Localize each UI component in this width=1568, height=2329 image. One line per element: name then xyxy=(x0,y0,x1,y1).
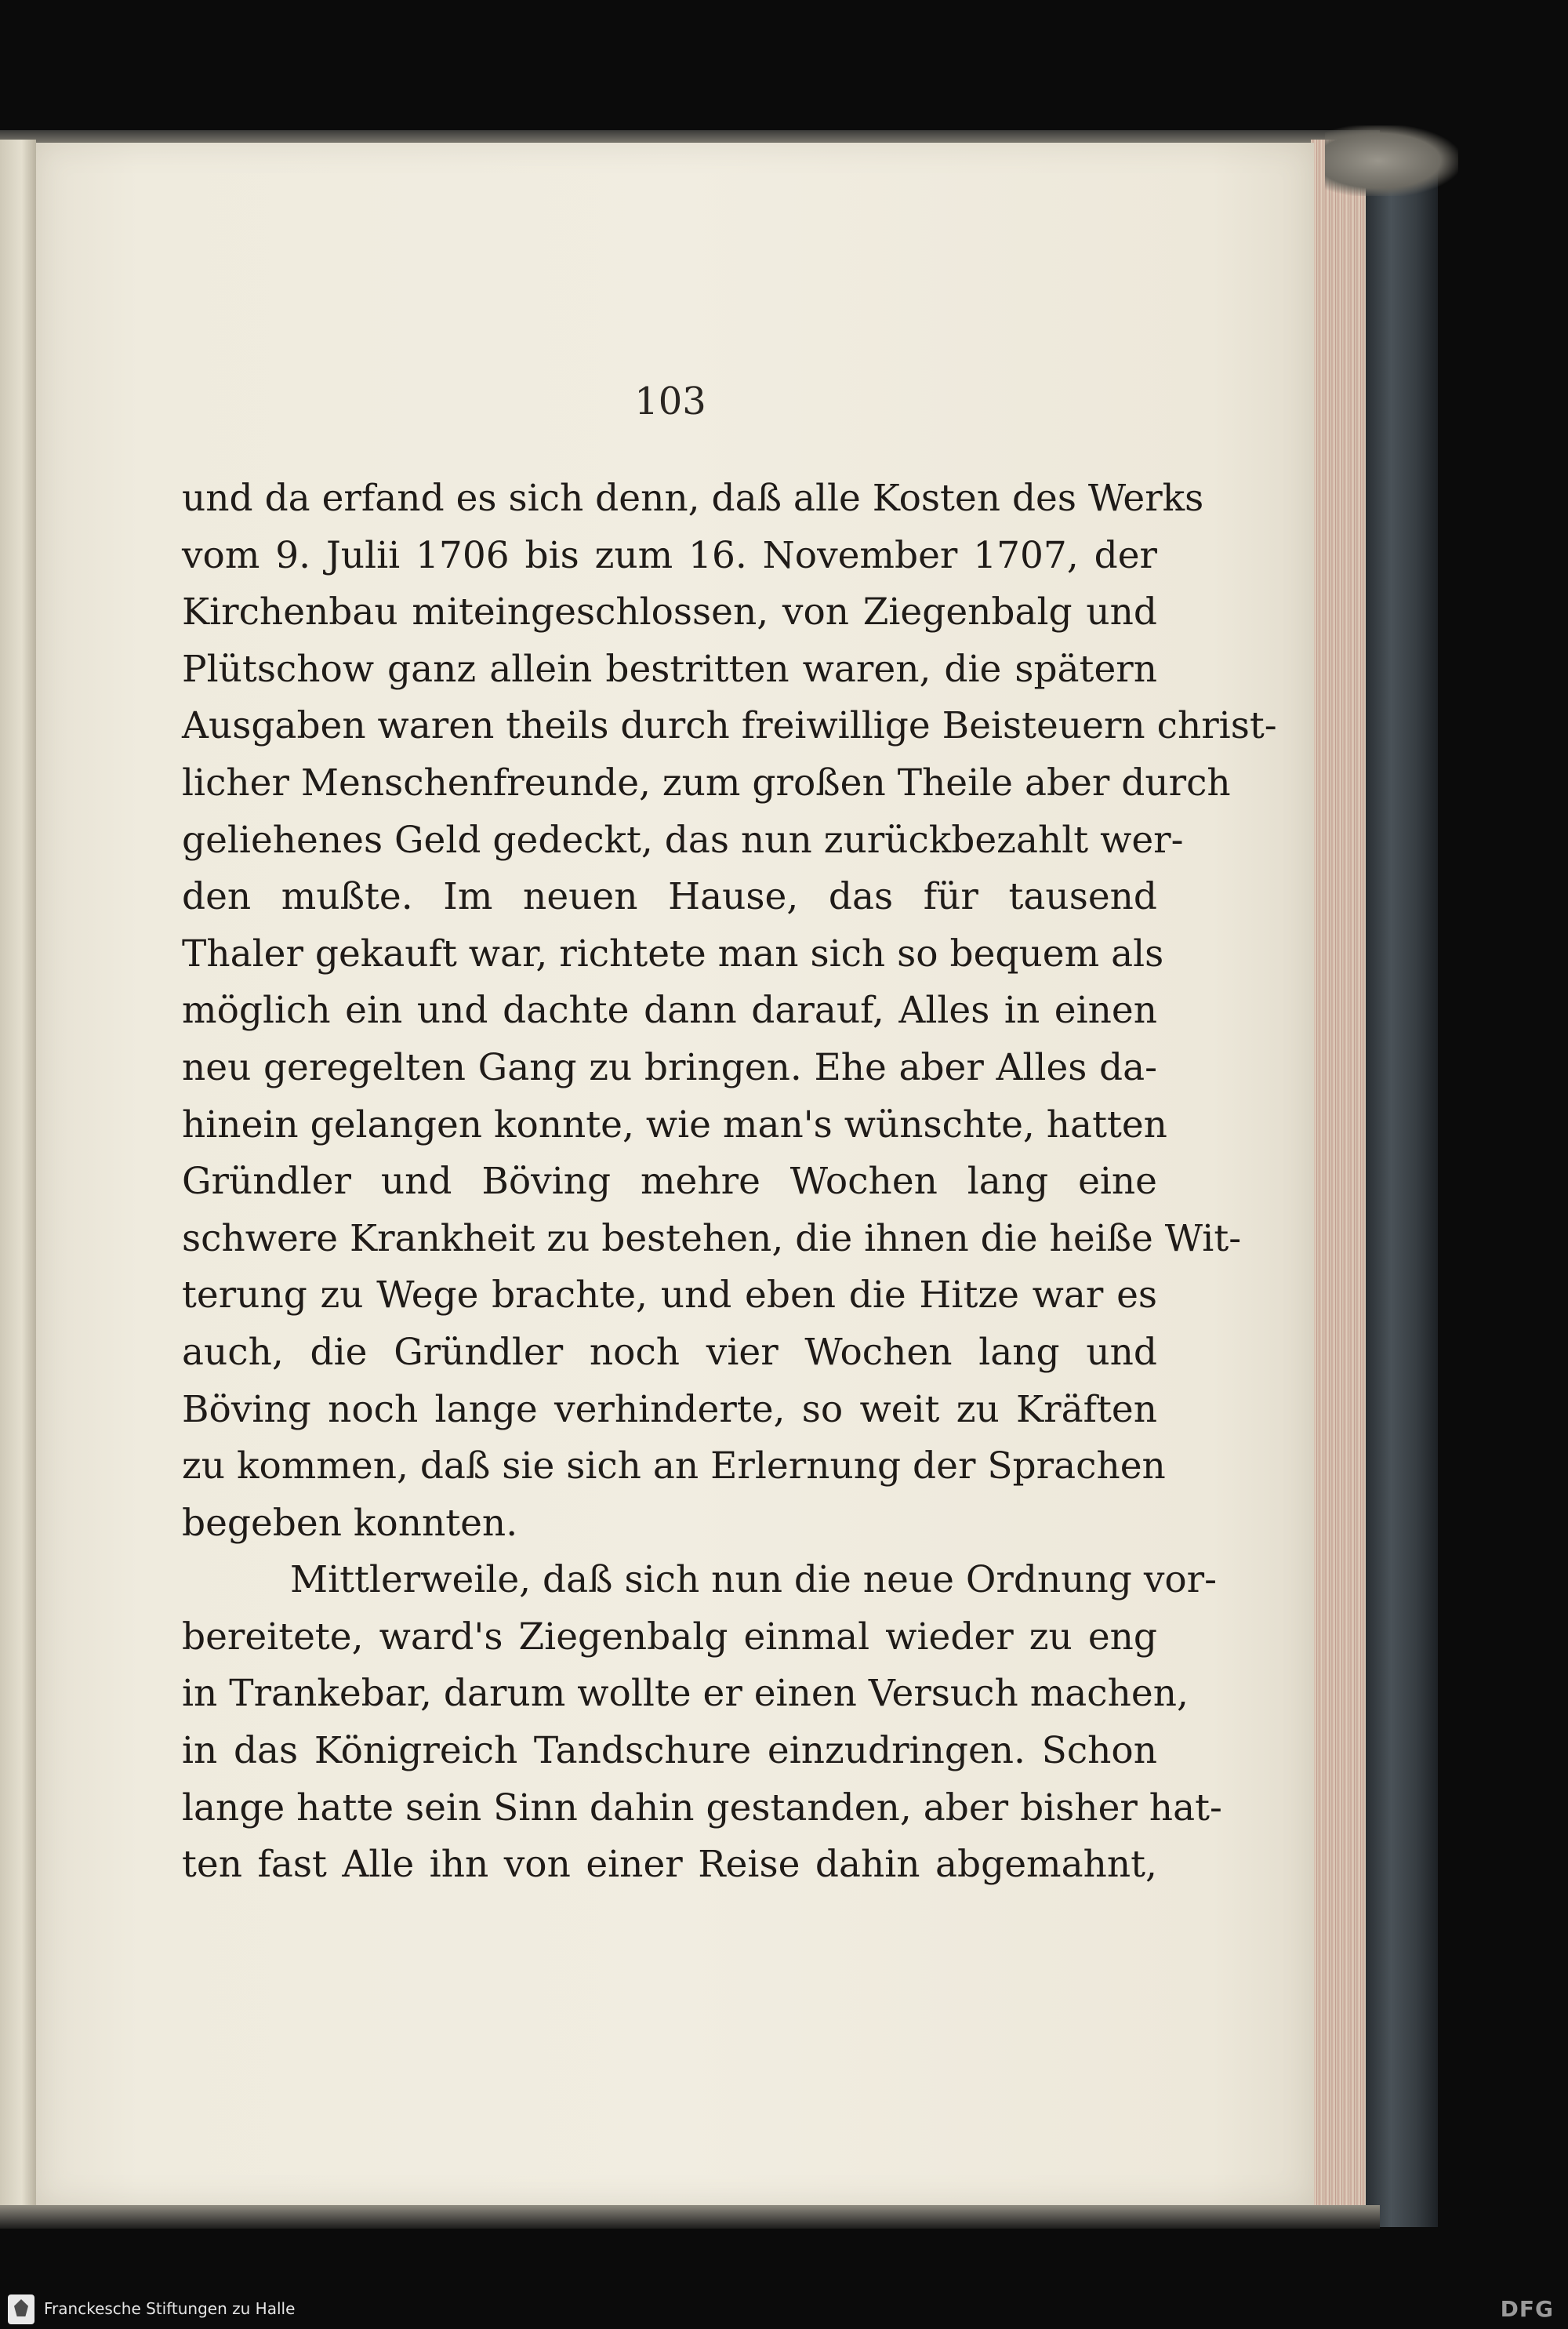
institution-name: Franckesche Stiftungen zu Halle xyxy=(44,2299,296,2318)
text-line: auch, die Gründler noch vier Wochen lang und xyxy=(182,1330,1157,1374)
text-line: neu geregelten Gang zu bringen. Ehe aber Alles da- xyxy=(182,1045,1157,1089)
text-line: und da erfand es sich denn, daß alle Kosten des Werks xyxy=(182,477,1204,520)
text-line: Plütschow ganz allein bestritten waren, die spätern xyxy=(182,647,1157,691)
book-bottom-edge xyxy=(0,2205,1380,2229)
dfg-badge: DFG xyxy=(1500,2296,1554,2322)
text-line: geliehenes Geld gedeckt, das nun zurückbezahlt wer- xyxy=(182,818,1184,862)
book-page-edges xyxy=(1311,140,1368,2211)
text-line: Ausgaben waren theils durch freiwillige Beisteuern christ- xyxy=(182,704,1277,748)
text-line: licher Menschenfreunde, zum großen Theile aber durch xyxy=(182,761,1231,805)
text-line: schwere Krankheit zu bestehen, die ihnen die heiße Wit- xyxy=(182,1216,1242,1260)
text-line: Thaler gekauft war, richtete man sich so bequem als xyxy=(182,932,1164,976)
text-line: zu kommen, daß sie sich an Erlernung der Sprachen xyxy=(182,1444,1166,1488)
page-text xyxy=(182,471,1277,1894)
cover-corner-wear xyxy=(1325,125,1458,196)
text-line: hinein gelangen konnte, wie man's wünschte, hatten xyxy=(182,1103,1167,1146)
text-line: in Trankebar, darum wollte er einen Versuch machen, xyxy=(182,1672,1189,1716)
text-line: in das Königreich Tandschure einzudringen. Schon xyxy=(182,1729,1157,1773)
text-line: möglich ein und dachte dann darauf, Alles in einen xyxy=(182,989,1157,1033)
text-line: begeben konnten. xyxy=(182,1501,518,1545)
viewer-footer xyxy=(0,2290,1568,2329)
page-number: 103 xyxy=(634,380,706,423)
text-line: ten fast Alle ihn von einer Reise dahin abgemahnt, xyxy=(182,1843,1157,1887)
text-line: Gründler und Böving mehre Wochen lang eine xyxy=(182,1160,1157,1204)
text-line: Mittlerweile, daß sich nun die neue Ordnung vor- xyxy=(290,1558,1218,1602)
book-back-cover xyxy=(1366,157,1438,2227)
text-line: Kirchenbau miteingeschlossen, von Ziegenbalg und xyxy=(182,590,1157,634)
institution-logo-icon xyxy=(8,2294,34,2324)
book-left-cover xyxy=(0,140,36,2210)
text-line: lange hatte sein Sinn dahin gestanden, aber bisher hat- xyxy=(182,1786,1222,1829)
text-line: terung zu Wege brachte, und eben die Hitze war es xyxy=(182,1274,1157,1317)
text-line: vom 9. Julii 1706 bis zum 16. November 1707, der xyxy=(182,533,1157,577)
text-line: Böving noch lange verhinderte, so weit zu Kräften xyxy=(182,1387,1157,1431)
text-line: bereitete, ward's Ziegenbalg einmal wieder zu eng xyxy=(182,1615,1157,1659)
text-line: den mußte. Im neuen Hause, das für tausend xyxy=(182,875,1157,919)
